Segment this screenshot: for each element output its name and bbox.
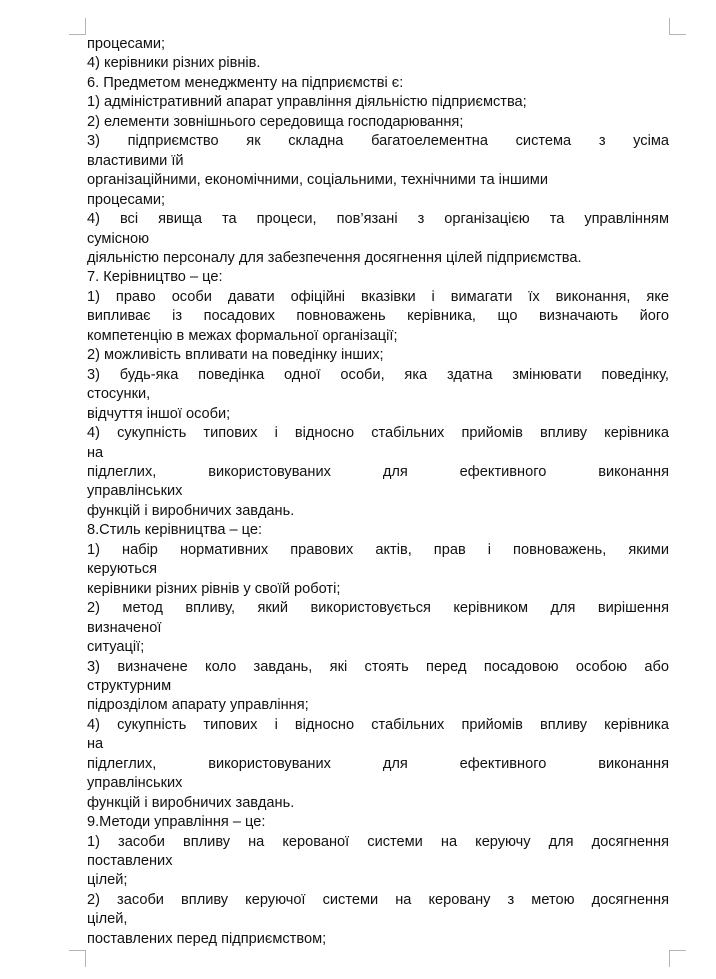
crop-mark-top-left — [69, 18, 86, 35]
text-line: властивими їй — [87, 152, 184, 169]
text-line: 4) сукупність типових і відносно стабільних прийомів впливу керівника — [87, 716, 669, 733]
text-line: 8.Стиль керівництва – це: — [87, 522, 263, 539]
text-line: управлінських — [87, 483, 183, 500]
text-line: стосунки, — [87, 386, 151, 403]
text-line: підрозділом апарату управління; — [87, 697, 309, 714]
text-line: 1) набір нормативних правових актів, прав і повноважень, якими — [87, 541, 669, 558]
text-line: підлеглих, використовуваних для ефективного виконання — [87, 755, 669, 772]
text-line: сумісною — [87, 230, 150, 247]
text-line: 2) засоби впливу керуючої системи на керовану з метою досягнення — [87, 891, 669, 908]
text-line: визначеної — [87, 619, 162, 636]
text-line: на — [87, 444, 104, 461]
text-line: діяльністю персоналу для забезпечення досягнення цілей підприємства. — [87, 249, 582, 266]
crop-mark-bottom-left — [69, 950, 86, 967]
text-line: відчуття іншої особи; — [87, 405, 231, 422]
text-line: 3) визначене коло завдань, які стоять перед посадовою особою або — [87, 658, 669, 675]
text-line: 9.Методи управління – це: — [87, 814, 266, 831]
text-line: організаційними, економічними, соціальними, технічними та іншими — [87, 172, 548, 189]
text-line: підлеглих, використовуваних для ефективного виконання — [87, 463, 669, 480]
document-body — [87, 35, 669, 949]
text-line: 2) елементи зовнішнього середовища господарювання; — [87, 113, 464, 130]
text-line: компетенцію в межах формальної організації; — [87, 327, 398, 344]
text-line: 7. Керівництво – це: — [87, 269, 223, 286]
text-line: випливає із посадових повноважень керівника, що визначають його — [87, 308, 669, 325]
text-line: 2) метод впливу, який використовується керівником для вирішення — [87, 600, 669, 617]
text-line: 4) всі явища та процеси, пов’язані з організацією та управлінням — [87, 211, 669, 228]
crop-mark-bottom-right — [669, 950, 686, 967]
text-line: поставлених — [87, 853, 173, 870]
text-line: керуються — [87, 561, 158, 578]
text-line: цілей, — [87, 911, 128, 928]
text-line: 4) сукупність типових і відносно стабільних прийомів впливу керівника — [87, 425, 669, 442]
text-line: керівники різних рівнів у своїй роботі; — [87, 580, 341, 597]
text-line: 1) адміністративний апарат управління діяльністю підприємства; — [87, 94, 527, 111]
text-line: 4) керівники різних рівнів. — [87, 55, 261, 72]
text-line: на — [87, 736, 104, 753]
text-line: 3) підприємство як складна багатоелементна система з усіма — [87, 133, 669, 150]
text-line: функцій і виробничих завдань. — [87, 794, 295, 811]
text-line: 3) будь-яка поведінка одної особи, яка здатна змінювати поведінку, — [87, 366, 669, 383]
text-line: управлінських — [87, 775, 183, 792]
text-line: поставлених перед підприємством; — [87, 930, 327, 947]
text-line: цілей; — [87, 872, 128, 889]
text-line: 1) засоби впливу на керованої системи на керуючу для досягнення — [87, 833, 669, 850]
text-line: структурним — [87, 677, 172, 694]
text-line: функцій і виробничих завдань. — [87, 502, 295, 519]
text-line: 2) можливість впливати на поведінку інших; — [87, 347, 384, 364]
text-line: процесами; — [87, 191, 166, 208]
text-line: ситуації; — [87, 639, 145, 656]
crop-mark-top-right — [669, 18, 686, 35]
text-line: 1) право особи давати офіційні вказівки і вимагати їх виконання, яке — [87, 288, 669, 305]
text-line: процесами; — [87, 36, 166, 52]
text-line: 6. Предметом менеджменту на підприємстві є: — [87, 74, 404, 91]
